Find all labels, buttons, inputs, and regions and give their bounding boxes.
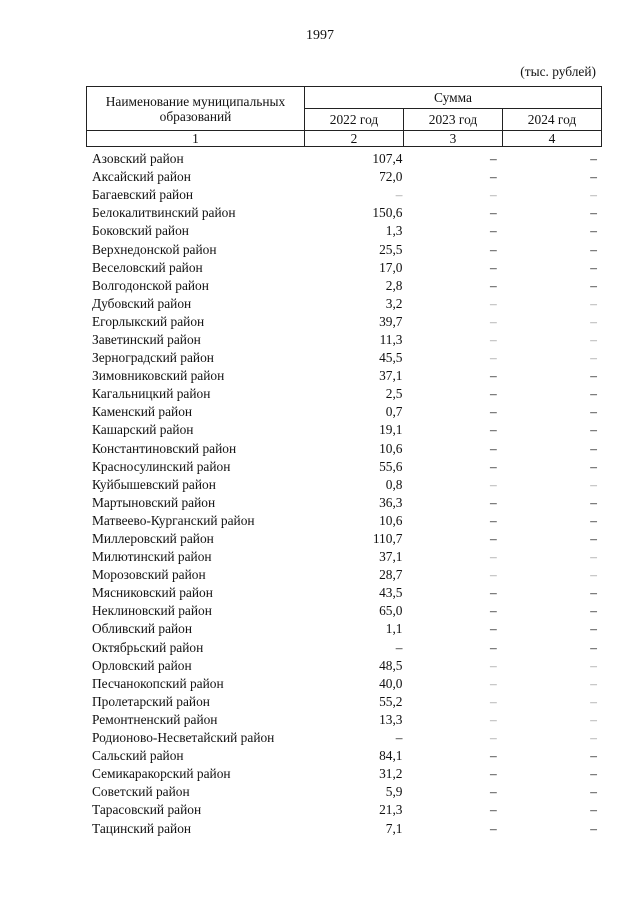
value-2022: 19,1 [379, 422, 403, 438]
value-2024: – [590, 531, 597, 547]
value-2022: 0,7 [385, 404, 403, 420]
value-2023: – [490, 151, 497, 167]
value-2023: – [490, 748, 497, 764]
column-header-2023: 2023 год [404, 109, 503, 131]
value-2024: – [590, 657, 597, 673]
value-2024: – [590, 422, 597, 438]
value-2022: 10,6 [379, 440, 403, 456]
table-row [86, 584, 601, 602]
district-name: Милютинский район [92, 549, 212, 565]
table-row [86, 729, 601, 747]
value-2023: – [490, 585, 497, 601]
table-row [86, 530, 601, 548]
value-2022: 65,0 [379, 603, 403, 619]
district-name: Верхнедонской район [92, 241, 217, 257]
value-2023: – [490, 766, 497, 782]
value-2024: – [590, 151, 597, 167]
district-name: Ремонтненский район [92, 711, 218, 727]
value-2023: – [490, 657, 497, 673]
value-2022: 48,5 [379, 657, 403, 673]
district-name: Белокалитвинский район [92, 205, 236, 221]
district-name: Куйбышевский район [92, 476, 216, 492]
table-row [86, 259, 601, 277]
district-name: Обливский район [92, 621, 193, 637]
value-2022: 17,0 [379, 259, 403, 275]
value-2022: 55,6 [379, 458, 403, 474]
district-name: Неклиновский район [92, 603, 212, 619]
table-row [86, 819, 601, 837]
table-row [86, 548, 601, 566]
value-2024: – [590, 730, 597, 746]
value-2024: – [590, 675, 597, 691]
value-2024: – [590, 549, 597, 565]
value-2024: – [590, 621, 597, 637]
district-name: Семикаракорский район [92, 766, 231, 782]
value-2023: – [490, 603, 497, 619]
value-2024: – [590, 711, 597, 727]
district-name: Мартыновский район [92, 494, 216, 510]
value-2023: – [490, 440, 497, 456]
value-2022: 150,6 [372, 205, 403, 221]
district-name: Октябрьский район [92, 639, 204, 655]
district-name: Пролетарский район [92, 693, 210, 709]
table-row [86, 385, 601, 403]
table-row [86, 801, 601, 819]
value-2022: – [395, 187, 403, 203]
value-2023: – [490, 404, 497, 420]
value-2023: – [490, 494, 497, 510]
value-2023: – [490, 205, 497, 221]
table-row [86, 693, 601, 711]
value-2022: – [395, 639, 403, 655]
value-2023: – [490, 386, 497, 402]
value-2023: – [490, 277, 497, 293]
value-2022: 1,3 [385, 223, 403, 239]
value-2022: 36,3 [379, 494, 403, 510]
value-2024: – [590, 458, 597, 474]
value-2024: – [590, 169, 597, 185]
value-2023: – [490, 549, 497, 565]
value-2022: 5,9 [385, 784, 403, 800]
table-row [86, 421, 601, 439]
value-2022: 3,2 [385, 295, 403, 311]
value-2024: – [590, 693, 597, 709]
column-number-4: 4 [503, 131, 602, 147]
column-header-name: Наименование муниципальных образований [87, 87, 305, 131]
table-row [86, 512, 601, 530]
table-row [86, 295, 601, 313]
value-2022: 10,6 [379, 512, 403, 528]
value-2024: – [590, 277, 597, 293]
value-2022: 25,5 [379, 241, 403, 257]
value-2024: – [590, 748, 597, 764]
value-2023: – [490, 820, 497, 836]
district-name: Тацинский район [92, 820, 192, 836]
district-name: Миллеровский район [92, 531, 214, 547]
value-2024: – [590, 223, 597, 239]
table-row [86, 403, 601, 421]
value-2022: 40,0 [379, 675, 403, 691]
value-2023: – [490, 458, 497, 474]
table-row [86, 186, 601, 204]
table-row [86, 331, 601, 349]
column-header-2022: 2022 год [305, 109, 404, 131]
value-2023: – [490, 476, 497, 492]
value-2024: – [590, 350, 597, 366]
table-row [86, 620, 601, 638]
value-2024: – [590, 802, 597, 818]
value-2023: – [490, 639, 497, 655]
district-name: Песчанокопский район [92, 675, 224, 691]
district-name: Сальский район [92, 748, 184, 764]
value-2022: 28,7 [379, 567, 403, 583]
value-2023: – [490, 711, 497, 727]
column-header-2024: 2024 год [503, 109, 602, 131]
district-name: Каменский район [92, 404, 193, 420]
value-2023: – [490, 567, 497, 583]
value-2024: – [590, 476, 597, 492]
value-2024: – [590, 585, 597, 601]
value-2024: – [590, 603, 597, 619]
table-row [86, 602, 601, 620]
value-2023: – [490, 512, 497, 528]
value-2024: – [590, 259, 597, 275]
value-2023: – [490, 169, 497, 185]
value-2023: – [490, 675, 497, 691]
district-name: Советский район [92, 784, 190, 800]
value-2023: – [490, 223, 497, 239]
value-2024: – [590, 295, 597, 311]
value-2023: – [490, 313, 497, 329]
value-2024: – [590, 820, 597, 836]
district-name: Тарасовский район [92, 802, 202, 818]
table-row [86, 657, 601, 675]
table-row [86, 150, 601, 168]
value-2024: – [590, 386, 597, 402]
value-2024: – [590, 404, 597, 420]
value-2024: – [590, 567, 597, 583]
district-name: Дубовский район [92, 295, 192, 311]
value-2023: – [490, 331, 497, 347]
table-row [86, 204, 601, 222]
value-2024: – [590, 241, 597, 257]
value-2022: 21,3 [379, 802, 403, 818]
district-name: Морозовский район [92, 567, 206, 583]
table-row [86, 349, 601, 367]
column-number-3: 3 [404, 131, 503, 147]
value-2024: – [590, 784, 597, 800]
district-name: Матвеево-Курганский район [92, 512, 255, 528]
table-header [86, 86, 602, 147]
district-name: Аксайский район [92, 169, 191, 185]
value-2022: 39,7 [379, 313, 403, 329]
table-row [86, 168, 601, 186]
value-2023: – [490, 368, 497, 384]
table-body [86, 150, 601, 838]
value-2022: 37,1 [379, 549, 403, 565]
district-name: Константиновский район [92, 440, 237, 456]
table-row [86, 458, 601, 476]
page-number: 1997 [306, 28, 334, 43]
value-2022: 2,5 [385, 386, 403, 402]
district-name: Багаевский район [92, 187, 194, 203]
value-2024: – [590, 639, 597, 655]
district-name: Волгодонской район [92, 277, 209, 293]
value-2022: 84,1 [379, 748, 403, 764]
value-2022: – [395, 730, 403, 746]
table-row [86, 440, 601, 458]
district-name: Азовский район [92, 151, 184, 167]
table-row [86, 765, 601, 783]
value-2023: – [490, 350, 497, 366]
value-2022: 72,0 [379, 169, 403, 185]
district-name: Заветинский район [92, 331, 201, 347]
table-row [86, 494, 601, 512]
value-2022: 110,7 [372, 531, 403, 547]
district-name: Веселовский район [92, 259, 203, 275]
table-row [86, 313, 601, 331]
value-2023: – [490, 531, 497, 547]
value-2023: – [490, 802, 497, 818]
value-2022: 107,4 [372, 151, 403, 167]
value-2022: 11,3 [379, 331, 403, 347]
value-2023: – [490, 784, 497, 800]
value-2023: – [490, 241, 497, 257]
value-2023: – [490, 295, 497, 311]
value-2022: 43,5 [379, 585, 403, 601]
district-name: Зерноградский район [92, 350, 214, 366]
table-row [86, 675, 601, 693]
value-2023: – [490, 730, 497, 746]
value-2022: 1,1 [385, 621, 403, 637]
value-2022: 0,8 [385, 476, 403, 492]
column-header-sum: Сумма [305, 87, 602, 109]
value-2023: – [490, 187, 497, 203]
value-2024: – [590, 331, 597, 347]
value-2022: 37,1 [379, 368, 403, 384]
value-2023: – [490, 621, 497, 637]
value-2024: – [590, 766, 597, 782]
value-2024: – [590, 205, 597, 221]
table-row [86, 367, 601, 385]
value-2024: – [590, 440, 597, 456]
value-2024: – [590, 187, 597, 203]
value-2023: – [490, 422, 497, 438]
district-name: Боковский район [92, 223, 189, 239]
value-2022: 55,2 [379, 693, 403, 709]
table-row [86, 711, 601, 729]
column-number-1: 1 [87, 131, 305, 147]
district-name: Кагальницкий район [92, 386, 211, 402]
value-2022: 31,2 [379, 766, 403, 782]
table-row [86, 240, 601, 258]
table-row [86, 747, 601, 765]
value-2024: – [590, 313, 597, 329]
district-name: Орловский район [92, 657, 192, 673]
value-2022: 45,5 [379, 350, 403, 366]
district-name: Мясниковский район [92, 585, 213, 601]
district-name: Кашарский район [92, 422, 194, 438]
table-row [86, 222, 601, 240]
table-row [86, 783, 601, 801]
column-number-2: 2 [305, 131, 404, 147]
units-note: (тыс. рублей) [520, 64, 596, 79]
value-2023: – [490, 693, 497, 709]
value-2023: – [490, 259, 497, 275]
table-row [86, 277, 601, 295]
district-name: Родионово-Несветайский район [92, 730, 275, 746]
district-name: Зимовниковский район [92, 368, 225, 384]
table-row [86, 566, 601, 584]
value-2022: 7,1 [385, 820, 403, 836]
value-2022: 13,3 [379, 711, 403, 727]
table-row [86, 476, 601, 494]
value-2024: – [590, 368, 597, 384]
table-row [86, 639, 601, 657]
value-2024: – [590, 512, 597, 528]
district-name: Егорлыкский район [92, 313, 205, 329]
district-name: Красносулинский район [92, 458, 231, 474]
value-2024: – [590, 494, 597, 510]
value-2022: 2,8 [385, 277, 403, 293]
